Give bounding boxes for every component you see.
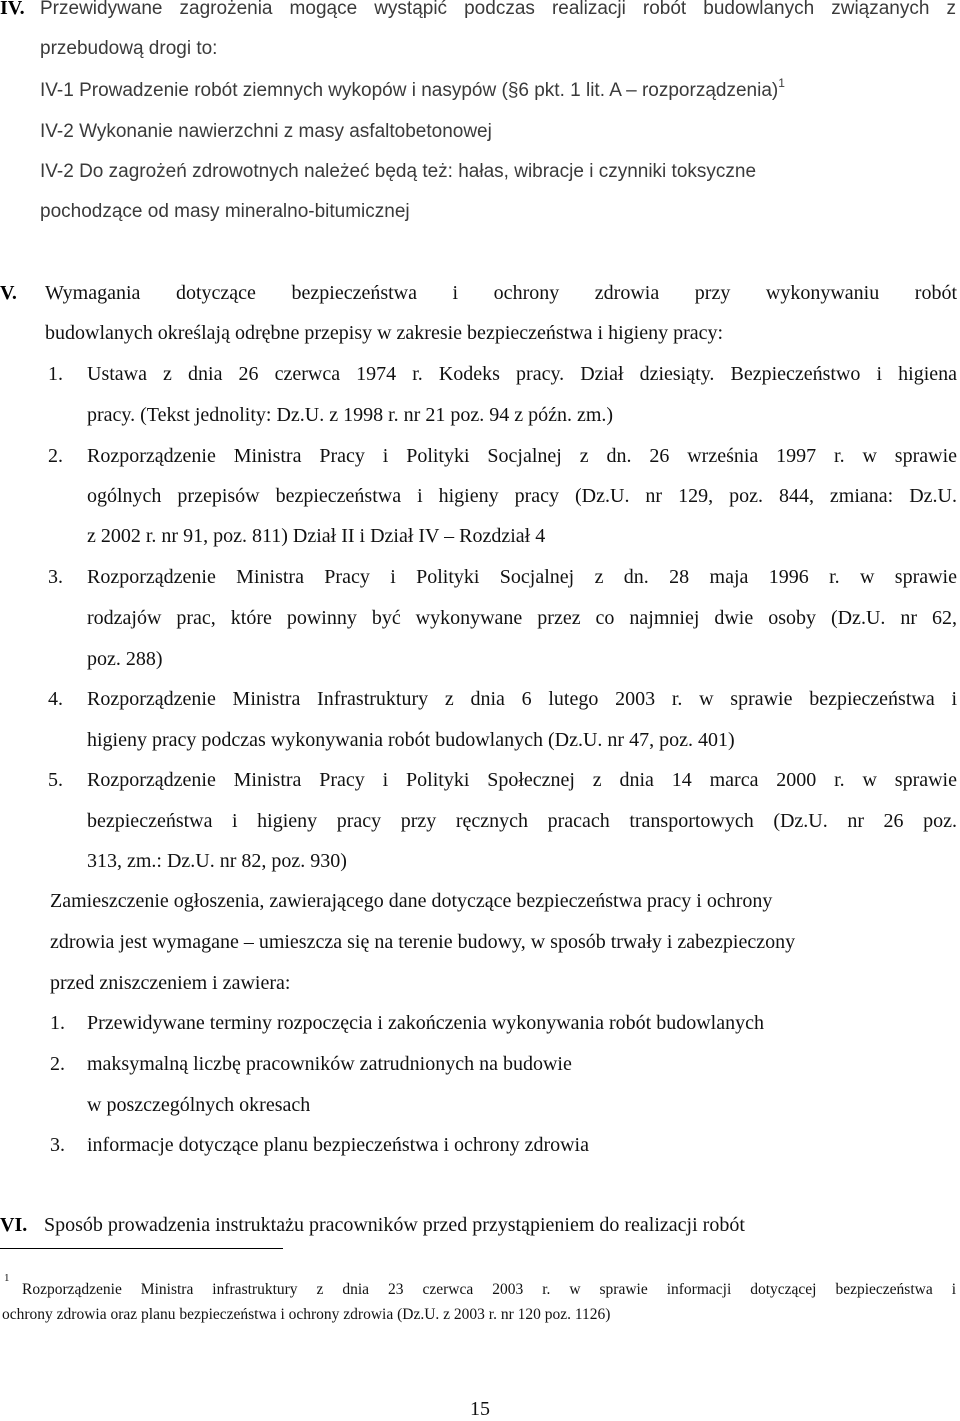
section-iv-item3-line1: IV-2 Do zagrożeń zdrowotnych należeć będą też: hałas, wibracje i czynniki toksyczne [40,161,757,182]
section-vi-number: VI. [0,1214,28,1236]
section-iv-heading-line [0,0,25,20]
footnote-separator [0,1248,283,1249]
list-item-line: pracy. (Tekst jednolity: Dz.U. z 1998 r. nr 21 poz. 94 z późn. zm.) [87,404,614,426]
list-item-number: 2. [48,445,63,467]
footnote-line1: Rozporządzenie Ministra infrastruktury z dnia 23 czerwca 2003 r. w sprawie informacji dotyczącej bezpieczeństwa i [22,1281,956,1298]
notice-item-line: informacje dotyczące planu bezpieczeństwa i ochrony zdrowia [87,1134,589,1156]
page-number: 15 [470,1398,490,1420]
notice-item-line: maksymalną liczbę pracowników zatrudnionych na budowie [87,1053,572,1075]
section-iv-item3-line2: pochodzące od masy mineralno-bitumicznej [40,201,410,222]
section-iv-number: IV. [0,0,25,19]
section-iv-line1: Przewidywane zagrożenia mogące wystąpić podczas realizacji robót budowlanych związanych z [40,0,956,19]
section-v-intro-line2: budowlanych określają odrębne przepisy w zakresie bezpieczeństwa i higieny pracy: [45,322,724,344]
list-item-number: 1. [48,363,63,385]
notice-item-line: Przewidywane terminy rozpoczęcia i zakończenia wykonywania robót budowlanych [87,1012,764,1034]
list-item-line: Rozporządzenie Ministra Pracy i Polityki Socjalnej z dn. 26 września 1997 r. w sprawie [87,445,957,467]
section-v-intro-line1: Wymagania dotyczące bezpieczeństwa i ochrony zdrowia przy wykonywaniu robót [45,282,957,304]
notice-item-number: 2. [50,1053,65,1075]
notice-line3: przed zniszczeniem i zawiera: [50,972,291,994]
footnote-reference: 1 [778,76,785,90]
list-item-line: Rozporządzenie Ministra Infrastruktury z dnia 6 lutego 2003 r. w sprawie bezpieczeństwa i [87,688,957,710]
notice-line2: zdrowia jest wymagane – umieszcza się na terenie budowy, w sposób trwały i zabezpieczony [50,931,796,953]
list-item-line: bezpieczeństwa i higieny pracy przy ręcznych pracach transportowych (Dz.U. nr 26 poz. [87,810,957,832]
list-item-line: Rozporządzenie Ministra Pracy i Polityki Społecznej z dnia 14 marca 2000 r. w sprawie [87,769,957,791]
footnote-line2: ochrony zdrowia oraz planu bezpieczeństwa i ochrony zdrowia (Dz.U. z 2003 r. nr 120 poz. 1126) [2,1306,611,1323]
list-item-line: 313, zm.: Dz.U. nr 82, poz. 930) [87,850,347,872]
list-item-line: poz. 288) [87,648,163,670]
list-item-line: Ustawa z dnia 26 czerwca 1974 r. Kodeks pracy. Dział dziesiąty. Bezpieczeństwo i higiena [87,363,957,385]
list-item-number: 4. [48,688,63,710]
notice-item-number: 3. [50,1134,65,1156]
footnote-marker: 1 [4,1272,10,1284]
list-item-line: z 2002 r. nr 91, poz. 811) Dział II i Dział IV – Rozdział 4 [87,525,546,547]
section-iv-item1-text: IV-1 Prowadzenie robót ziemnych wykopów i nasypów (§6 pkt. 1 lit. A – rozporządzenia) [40,80,779,101]
list-item-number: 5. [48,769,63,791]
section-iv-line2: przebudową drogi to: [40,38,218,59]
list-item-line: higieny pracy podczas wykonywania robót budowlanych (Dz.U. nr 47, poz. 401) [87,729,735,751]
notice-item-number: 1. [50,1012,65,1034]
section-iv-item2: IV-2 Wykonanie nawierzchni z masy asfaltobetonowej [40,121,492,142]
section-vi-text: Sposób prowadzenia instruktażu pracowników przed przystąpieniem do realizacji robót [44,1214,745,1236]
section-iv-item1 [40,76,785,102]
list-item-number: 3. [48,566,63,588]
list-item-line: rodzajów prac, które powinny być wykonywane przez co najmniej dwie osoby (Dz.U. nr 62, [87,607,957,629]
notice-item-line: w poszczególnych okresach [87,1094,311,1116]
section-v-number: V. [0,282,17,304]
list-item-line: Rozporządzenie Ministra Pracy i Polityki Socjalnej z dn. 28 maja 1996 r. w sprawie [87,566,957,588]
notice-line1: Zamieszczenie ogłoszenia, zawierającego dane dotyczące bezpieczeństwa pracy i ochrony [50,890,773,912]
list-item-line: ogólnych przepisów bezpieczeństwa i higieny pracy (Dz.U. nr 129, poz. 844, zmiana: Dz.U. [87,485,957,507]
